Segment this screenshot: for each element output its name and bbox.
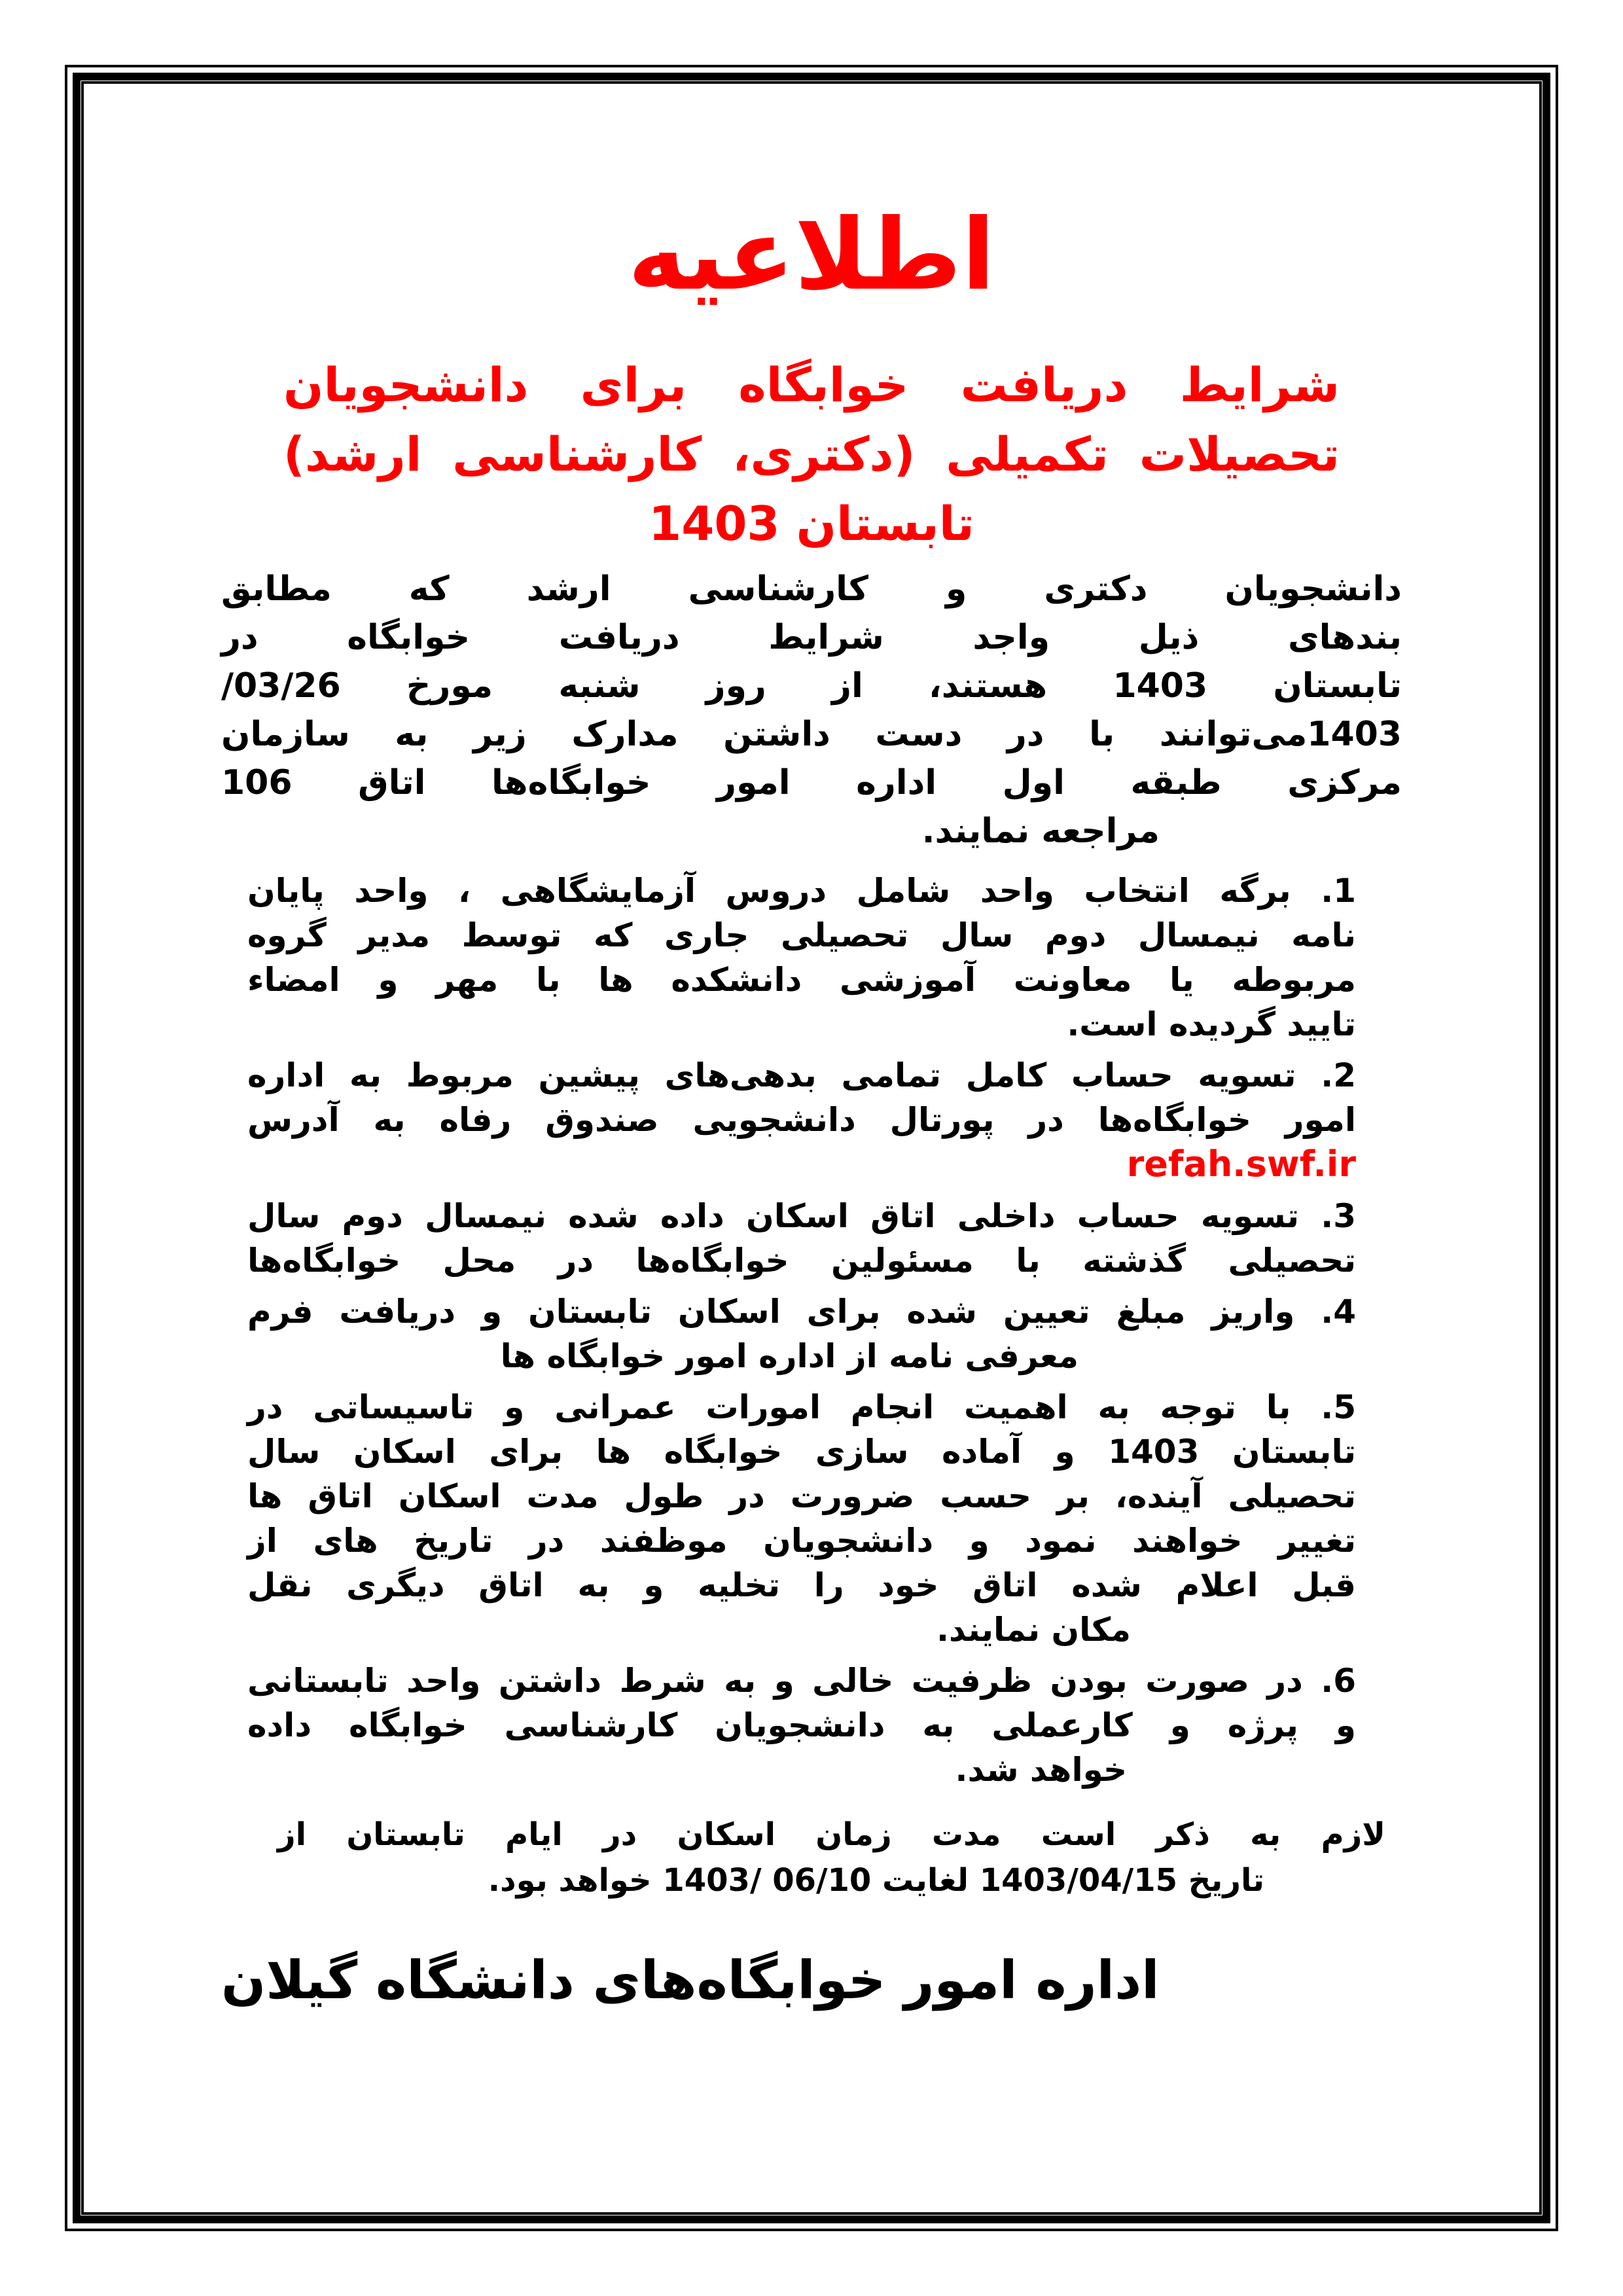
intro-line-6: مراجعه نمایند. [921, 812, 1160, 851]
subtitle [283, 350, 1340, 558]
list-item-2 [247, 1053, 1356, 1187]
list-item-6-line-3: خواهد شد. [955, 1751, 1127, 1789]
list-item-5-line-3: تحصیلی آینده، بر حسب ضرورت در طول مدت اسکان اتاق ها [247, 1477, 1356, 1515]
list-item-6-line-2: و پرژه و کارعملی به دانشجویان کارشناسی خوابگاه داده [247, 1706, 1356, 1744]
intro-line-5: مرکزی طبقه اول اداره امور خوابگاه‌ها اتاق 106 [221, 763, 1402, 802]
page-title: اطلاعیه [628, 198, 995, 312]
page-frame-middle [73, 73, 1550, 2223]
list-item-2-line-1: 2. تسویه حساب کامل تمامی بدهی‌های پیشین مربوط به اداره [247, 1056, 1356, 1094]
list-item-1-line-3: مربوطه یا معاونت آموزشی دانشکده ها با مهر و امضاء [247, 961, 1356, 999]
list-item-1-line-2: نامه نیمسال دوم سال تحصیلی جاری که توسط مدیر گروه [247, 916, 1356, 954]
list-item-1-line-4: تایید گردیده است. [1067, 1005, 1356, 1043]
requirements-list [247, 869, 1356, 1792]
note-paragraph [277, 1812, 1385, 1903]
list-item-6-line-1: 6. در صورت بودن ظرفیت خالی و به شرط داشتن واحد تابستانی [247, 1662, 1356, 1700]
list-item-3-line-1: 3. تسویه حساب داخلی اتاق اسکان داده شده نیمسال دوم سال [247, 1197, 1356, 1235]
list-item-4-line-2: معرفی نامه از اداره امور خوابگاه ها [500, 1337, 1079, 1375]
intro-line-4: 1403می‌توانند با در دست داشتن مدارک زیر به سازمان [221, 715, 1402, 754]
list-item-2-line-2: امور خوابگاه‌ها در پورتال دانشجویی صندوق رفاه به آدرس [247, 1101, 1356, 1139]
subtitle-line-2: تحصیلات تکمیلی (دکتری، کارشناسی ارشد) [283, 427, 1340, 482]
intro-line-1: دانشجویان دکتری و کارشناسی ارشد که مطابق [221, 569, 1402, 609]
list-item-5-line-6: مکان نمایند. [936, 1611, 1131, 1649]
list-item-4-line-1: 4. واریز مبلغ تعیین شده برای اسکان تابستان و دریافت فرم [247, 1293, 1356, 1331]
subtitle-line-3: تابستان 1403 [649, 496, 974, 551]
intro-paragraph [221, 565, 1402, 855]
list-item-2-link-line [247, 1142, 1356, 1187]
list-item-3-line-2: تحصیلی گذشته با مسئولین خوابگاه‌ها در محل خوابگاه‌ها [247, 1242, 1356, 1280]
list-item-4 [247, 1289, 1356, 1378]
intro-line-3: تابستان 1403 هستند، از روز شنبه مورخ 03/26/ [221, 666, 1402, 706]
page-frame-inner [81, 81, 1542, 2215]
list-item-1 [247, 869, 1356, 1047]
list-item-1-line-1: 1. برگه انتخاب واحد شامل دروس آزمایشگاهی ، واحد پایان [247, 872, 1356, 910]
page-frame-outer [65, 65, 1558, 2231]
list-item-6 [247, 1659, 1356, 1792]
subtitle-line-1: شرایط دریافت خوابگاه برای دانشجویان [283, 357, 1340, 412]
note-line-2: تاریخ 1403/04/15 لغایت 06/10 /1403 خواهد بود. [488, 1862, 1264, 1899]
note-line-1: لازم به ذکر است مدت زمان اسکان در ایام تابستان از [277, 1816, 1385, 1853]
intro-line-2: بندهای ذیل واجد شرایط دریافت خوابگاه در [221, 618, 1402, 657]
list-item-5 [247, 1385, 1356, 1652]
footer-signature: اداره امور خوابگاه‌های دانشگاه گیلان [221, 1950, 1160, 2011]
list-item-5-line-5: قبل اعلام شده اتاق خود را تخلیه و به اتاق دیگری نقل [247, 1566, 1356, 1604]
document-content [84, 84, 1539, 2212]
refah-portal-link[interactable]: refah.swf.ir [1126, 1143, 1356, 1185]
list-item-5-line-4: تغییر خواهند نمود و دانشجویان موظفند در تاریخ های از [247, 1522, 1356, 1560]
list-item-5-line-2: تابستان 1403 و آماده سازی خوابگاه ها برای اسکان سال [247, 1433, 1356, 1471]
list-item-5-line-1: 5. با توجه به اهمیت انجام امورات عمرانی و تاسیساتی در [247, 1388, 1356, 1426]
list-item-3 [247, 1194, 1356, 1283]
